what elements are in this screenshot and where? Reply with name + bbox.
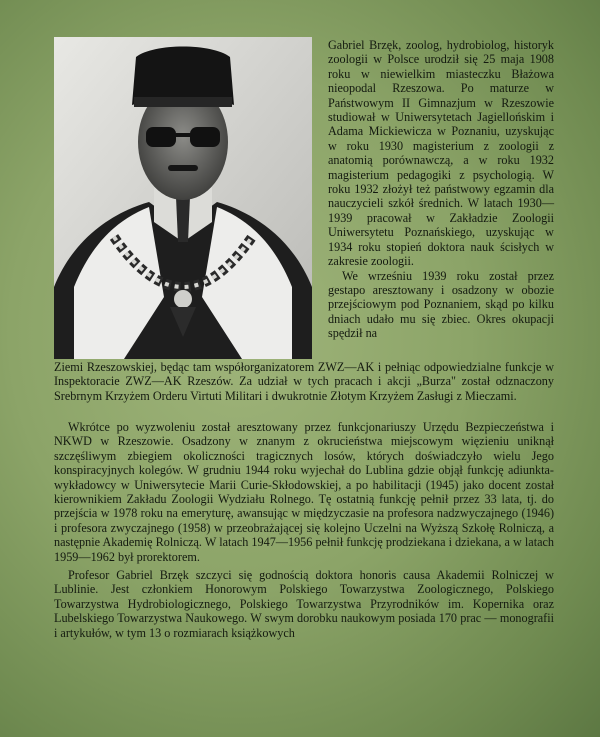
paragraph-3: Wkrótce po wyzwoleniu został aresztowany przez funkcjonariuszy Urzędu Bezpieczeństwa i NKWD w Rzeszowie. Osadzony w znanym z okrucieństwa miejscowym więzieniu uniknął szczęśliwym zbiegiem okoliczności tragicznych losów, których doświadczyło wielu Jego konspiracyjnych kolegów. W grudniu 1944 roku wyjechał do Lublina gdzie objął funkcję adiunkta-wykładowcy w Uniwersytecie Marii Curie-Skłodowskiej, a po habilitacji (1945) jako docent został kierownikiem Zakładu Zoologii Wydziału Rolnego. Tę ostatnią funkcję pełnił przez 33 lata, tj. do przejścia w 1978 roku na emeryturę, awansując w międzyczasie na profesora nadzwyczajnego (1946) i profesora zwyczajnego (1958) w przeobrażającej się kolejno Uczelni na Wyższą Szkołę Rolniczą, a następnie Akademię Rolniczą. W latach 1947—1956 pełnił funkcję prodziekana i dziekana, a w latach 1959—1962 był prorektorem. — [54, 420, 554, 564]
biography-text-full-width — [54, 420, 554, 644]
paragraph-2-start: We wrześniu 1939 roku został przez gestapo aresztowany i osadzony w obozie przejściowym pod Poznaniem, skąd po kilku dniach udało mu się zbiec. Okres okupacji spędził na — [328, 268, 554, 341]
paragraph-2-end: Ziemi Rzeszowskiej, będąc tam współorganizatorem ZWZ—AK i pełniąc odpowiedzialne funkcje w Inspektoracie ZWZ—AK Rzeszów. Za udział w tych pracach i akcji „Burza" został odznaczony Srebrnym Krzyżem Orderu Virtuti Militari i dwukrotnie Złotym Krzyżem Zasługi z Mieczami. — [54, 360, 554, 403]
biography-text-right-column — [328, 38, 554, 341]
portrait-photo-icon — [54, 37, 312, 359]
portrait-photo — [54, 37, 312, 359]
paragraph-1: Gabriel Brzęk, zoolog, hydrobiolog, historyk zoologii w Polsce urodził się 25 maja 1908 roku w niewielkim miasteczku Błażowa nieopodal Rzeszowa. Po maturze w Państwowym II Gimnazjum w Rzeszowie studiował w Uniwersytetach Jagiellońskim i Adama Mickiewicza w Poznaniu, uzyskując w roku 1930 magisterium z zoologii z anatomią porównawczą, a w roku 1932 magisterium pedagogiki z psychologią. W roku 1932 złożył też państwowy egzamin dla nauczycieli szkół średnich. W latach 1930—1939 pracował w Zakładzie Zoologii Uniwersytetu Poznańskiego, uzyskując w 1934 roku stopień doktora nauk ścisłych w zakresie zoologii. — [328, 38, 554, 269]
biography-text-continuation — [54, 360, 554, 403]
paragraph-4: Profesor Gabriel Brzęk szczyci się godnością doktora honoris causa Akademii Rolniczej w Lublinie. Jest członkiem Honorowym Polskiego Towarzystwa Zoologicznego, Polskiego Towarzystwa Hydrobiologicznego, Polskiego Towarzystwa Przyrodników im. Kopernika oraz Lubelskiego Towarzystwa Naukowego. W swym dorobku naukowym posiada 170 prac — monografii i artykułów, w tym 13 o rozmiarach książkowych — [54, 568, 554, 640]
